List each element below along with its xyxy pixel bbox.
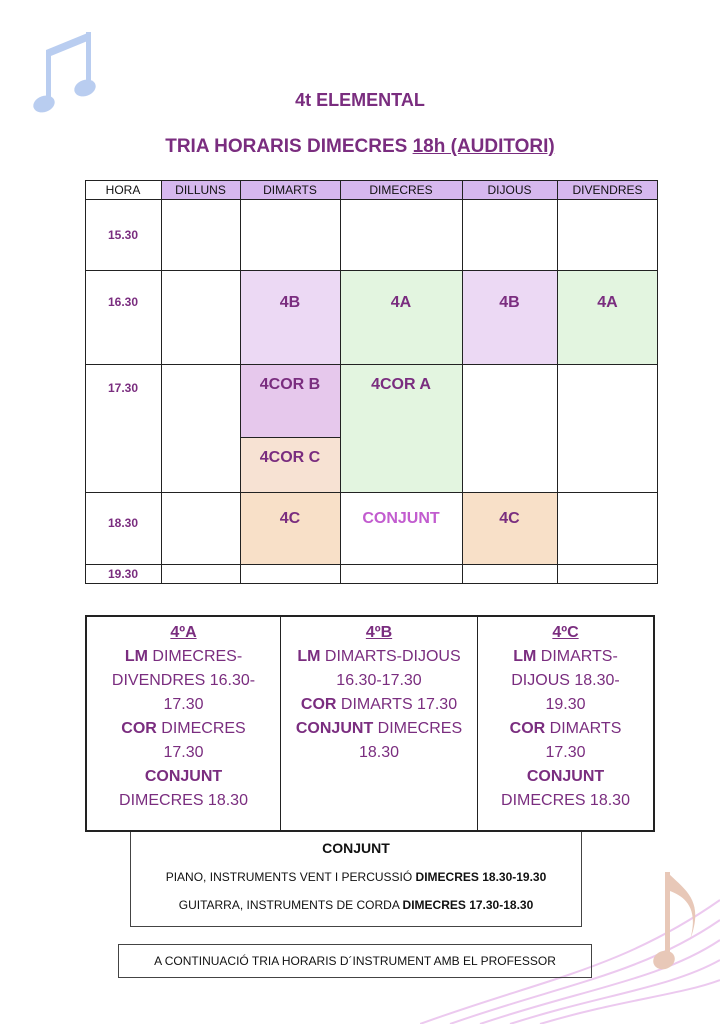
- group-heading: 4ºB: [365, 624, 393, 641]
- group-4c: [478, 617, 653, 834]
- block-dimecres-1830: CONJUNT: [362, 510, 440, 527]
- time-1530: 15.30: [107, 227, 139, 242]
- group-line: COR DIMARTS 17.30: [300, 696, 458, 713]
- header-dilluns: DILLUNS: [161, 180, 240, 199]
- group-line: LM DIMARTS-: [513, 648, 618, 665]
- header-dimecres: DIMECRES: [340, 180, 462, 199]
- grid-line: [557, 180, 558, 584]
- page-subtitle: [0, 136, 720, 158]
- block-dimecres-1730: 4COR A: [340, 364, 462, 492]
- group-line: 16.30-17.30: [336, 672, 422, 689]
- group-heading: 4ºC: [552, 624, 579, 641]
- block-dijous-1630: 4B: [462, 270, 557, 364]
- grid-line: [85, 199, 658, 200]
- group-line: COR DIMECRES: [121, 720, 246, 737]
- group-line: DIVENDRES 16.30-: [111, 672, 256, 689]
- block-dimarts-1830: 4C: [240, 492, 340, 564]
- instrument-note: A CONTINUACIÓ TRIA HORARIS D´INSTRUMENT AMB EL PROFESSOR: [118, 944, 592, 978]
- subtitle-main: TRIA HORARIS DIMECRES: [165, 136, 413, 157]
- group-line: DIMECRES 18.30: [501, 792, 630, 809]
- conjunt-box: [130, 832, 582, 927]
- group-line: CONJUNT: [526, 768, 605, 785]
- time-1830: 18.30: [107, 516, 139, 530]
- conjunt-line-2: GUITARRA, INSTRUMENTS DE CORDA DIMECRES 17.30-18.30: [178, 898, 534, 912]
- group-line: 17.30: [163, 696, 204, 713]
- block-divendres-1630: 4A: [557, 270, 658, 364]
- group-line: 19.30: [545, 696, 586, 713]
- page-title: 4t ELEMENTAL: [295, 90, 425, 110]
- block-dijous-1830: 4C: [462, 492, 557, 564]
- group-line: CONJUNT DIMECRES: [295, 720, 463, 737]
- time-1930: 19.30: [107, 567, 139, 581]
- grid-line: [240, 437, 340, 438]
- group-line: LM DIMECRES-: [124, 648, 243, 665]
- header-divendres: DIVENDRES: [557, 180, 658, 199]
- group-line: LM DIMARTS-DIJOUS: [297, 648, 461, 665]
- conjunt-line-1: PIANO, INSTRUMENTS VENT I PERCUSSIÓ DIMECRES 18.30-19.30: [165, 870, 547, 884]
- block-dimarts-1730: 4COR B: [240, 364, 340, 437]
- header-dimarts: DIMARTS: [240, 180, 340, 199]
- group-line: 17.30: [163, 744, 204, 761]
- header-dijous: DIJOUS: [462, 180, 557, 199]
- schedule-table: [85, 180, 658, 584]
- conjunt-title: CONJUNT: [322, 840, 390, 856]
- block-dimarts-1630: 4B: [240, 270, 340, 364]
- grid-line: [462, 180, 463, 584]
- grid-line: [85, 492, 658, 493]
- header-hora: HORA: [105, 182, 141, 197]
- group-line: DIJOUS 18.30-: [511, 672, 620, 689]
- grid-line: [85, 180, 86, 584]
- grid-line: [85, 583, 658, 584]
- block-dimecres-1630: 4A: [340, 270, 462, 364]
- subtitle-underlined: 18h (AUDITORI): [412, 136, 555, 157]
- group-line: CONJUNT: [144, 768, 223, 785]
- group-line: 17.30: [545, 744, 586, 761]
- grid-line: [85, 564, 658, 565]
- time-1630: 16.30: [107, 295, 139, 309]
- group-line: 18.30: [358, 744, 400, 761]
- block-dimarts-1800: 4COR C: [240, 437, 340, 492]
- grid-line: [85, 180, 658, 181]
- grid-line: [85, 270, 658, 271]
- group-line: COR DIMARTS: [509, 720, 622, 737]
- group-4a: [87, 617, 280, 834]
- group-4b: [281, 617, 477, 834]
- grid-line: [240, 180, 241, 584]
- groups-info-box: [85, 615, 655, 832]
- grid-line: [161, 180, 162, 584]
- time-1730: 17.30: [107, 381, 139, 395]
- grid-line: [85, 364, 658, 365]
- group-heading: 4ºA: [170, 624, 197, 641]
- grid-line: [657, 180, 658, 584]
- group-line: DIMECRES 18.30: [119, 792, 248, 809]
- grid-line: [340, 180, 341, 584]
